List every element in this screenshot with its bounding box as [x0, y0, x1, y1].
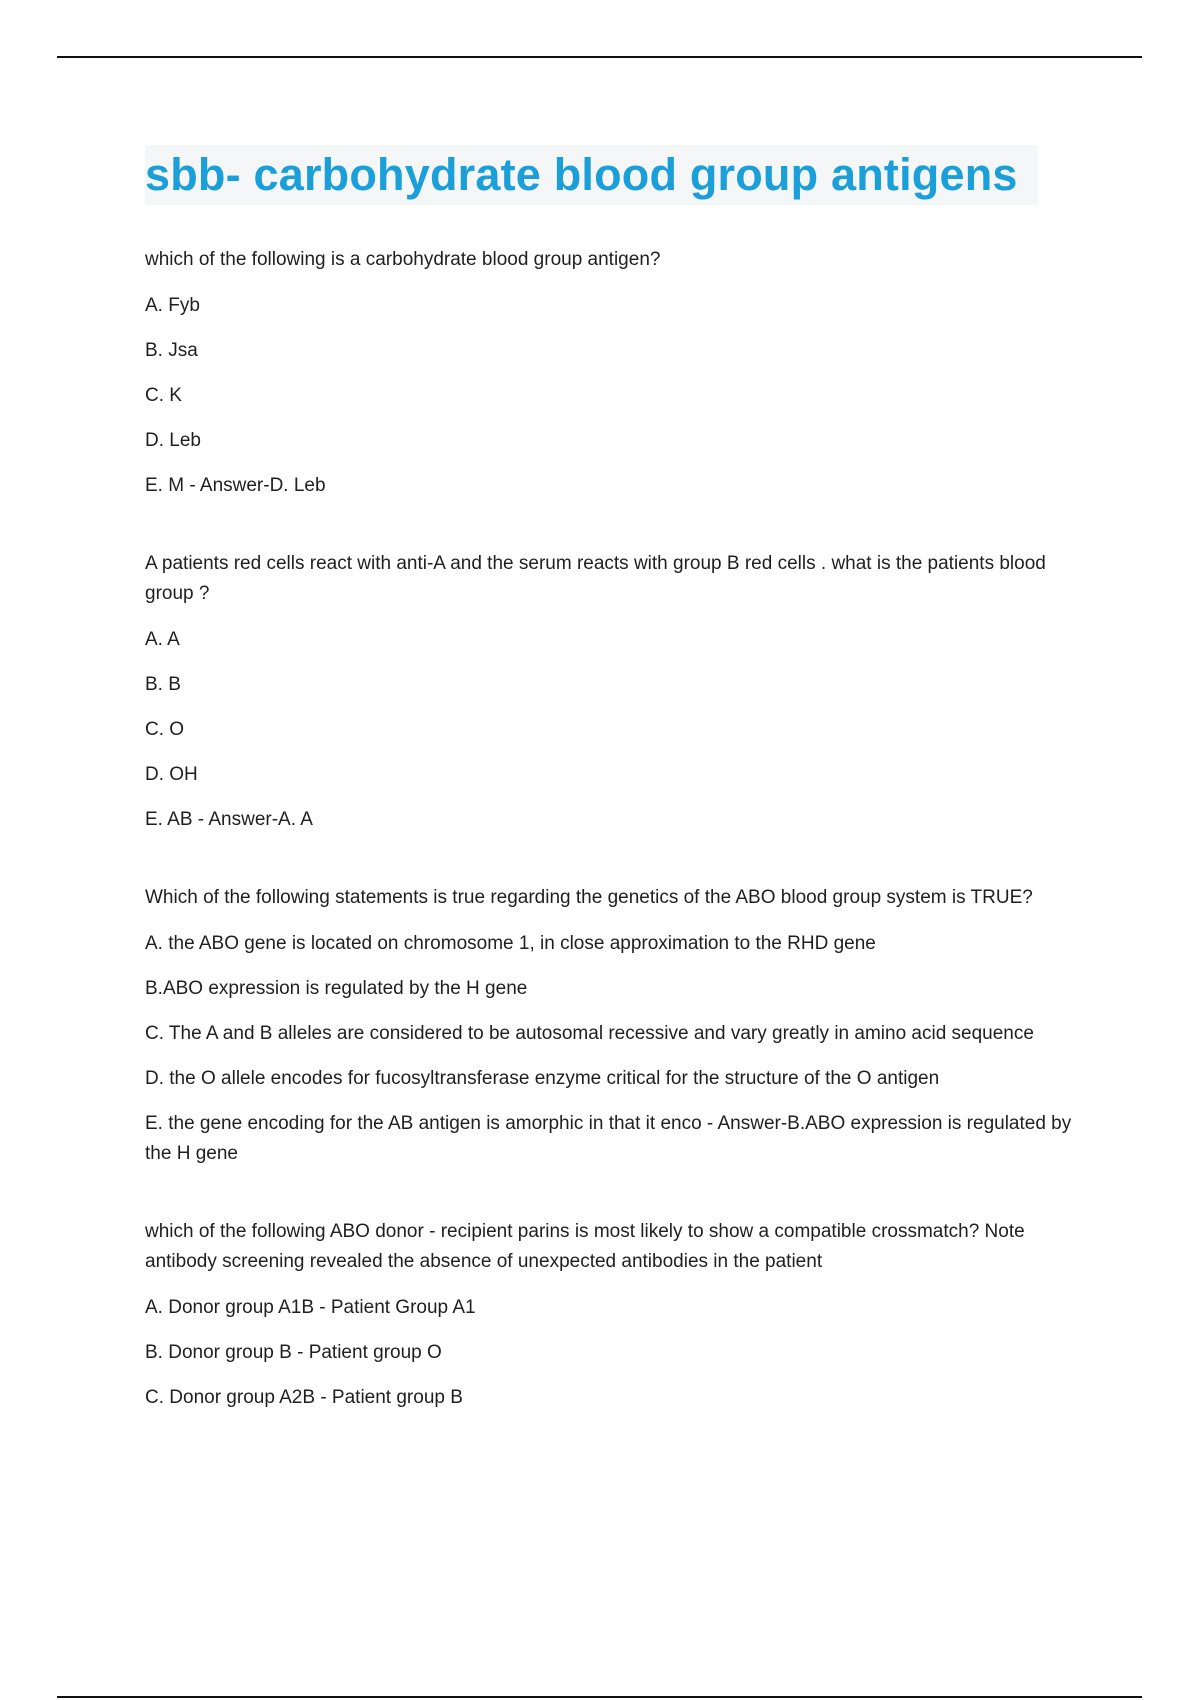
question-1 — [145, 245, 1095, 501]
question-text: which of the following is a carbohydrate blood group antigen? — [145, 249, 661, 270]
option-a: A. the ABO gene is located on chromosome 1, in close approximation to the RHD gene — [145, 933, 876, 954]
option-c: C. The A and B alleles are considered to be autosomal recessive and vary greatly in amino acid sequence — [145, 1023, 1034, 1044]
option-e-answer: E. AB - Answer-A. A — [145, 809, 313, 830]
title-band — [145, 145, 1038, 205]
option-d: D. the O allele encodes for fucosyltransferase enzyme critical for the structure of the O antigen — [145, 1068, 940, 1089]
option-c: C. K — [145, 385, 182, 406]
question-text: Which of the following statements is true regarding the genetics of the ABO blood group system is TRUE? — [145, 887, 1033, 908]
option-a: A. A — [145, 629, 180, 650]
top-rule — [57, 56, 1142, 58]
option-e-answer: E. M - Answer-D. Leb — [145, 475, 326, 496]
option-d: D. OH — [145, 764, 198, 785]
option-b: B. B — [145, 674, 181, 695]
bottom-rule — [57, 1696, 1142, 1698]
option-a: A. Donor group A1B - Patient Group A1 — [145, 1297, 476, 1318]
option-e-answer: E. the gene encoding for the AB antigen is amorphic in that it enco - Answer-B.ABO expression is regulated by the H gene — [145, 1113, 1072, 1164]
document-title: sbb- carbohydrate blood group antigens — [145, 149, 1018, 200]
option-a: A. Fyb — [145, 295, 200, 316]
question-text: A patients red cells react with anti-A and the serum reacts with group B red cells . what is the patients blood group ? — [145, 553, 1046, 604]
option-c: C. O — [145, 719, 185, 740]
question-3 — [145, 883, 1095, 1169]
option-d: D. Leb — [145, 430, 201, 451]
option-b: B. Donor group B - Patient group O — [145, 1342, 442, 1363]
question-text: which of the following ABO donor - recipient parins is most likely to show a compatible crossmatch? Note antibody screening revealed the absence of unexpected antibodies in the patient — [145, 1221, 1025, 1272]
option-b: B. Jsa — [145, 340, 198, 361]
document-body — [145, 145, 1095, 1428]
option-c: C. Donor group A2B - Patient group B — [145, 1387, 463, 1408]
question-2 — [145, 549, 1095, 835]
option-b: B.ABO expression is regulated by the H gene — [145, 978, 528, 999]
question-4 — [145, 1217, 1095, 1413]
